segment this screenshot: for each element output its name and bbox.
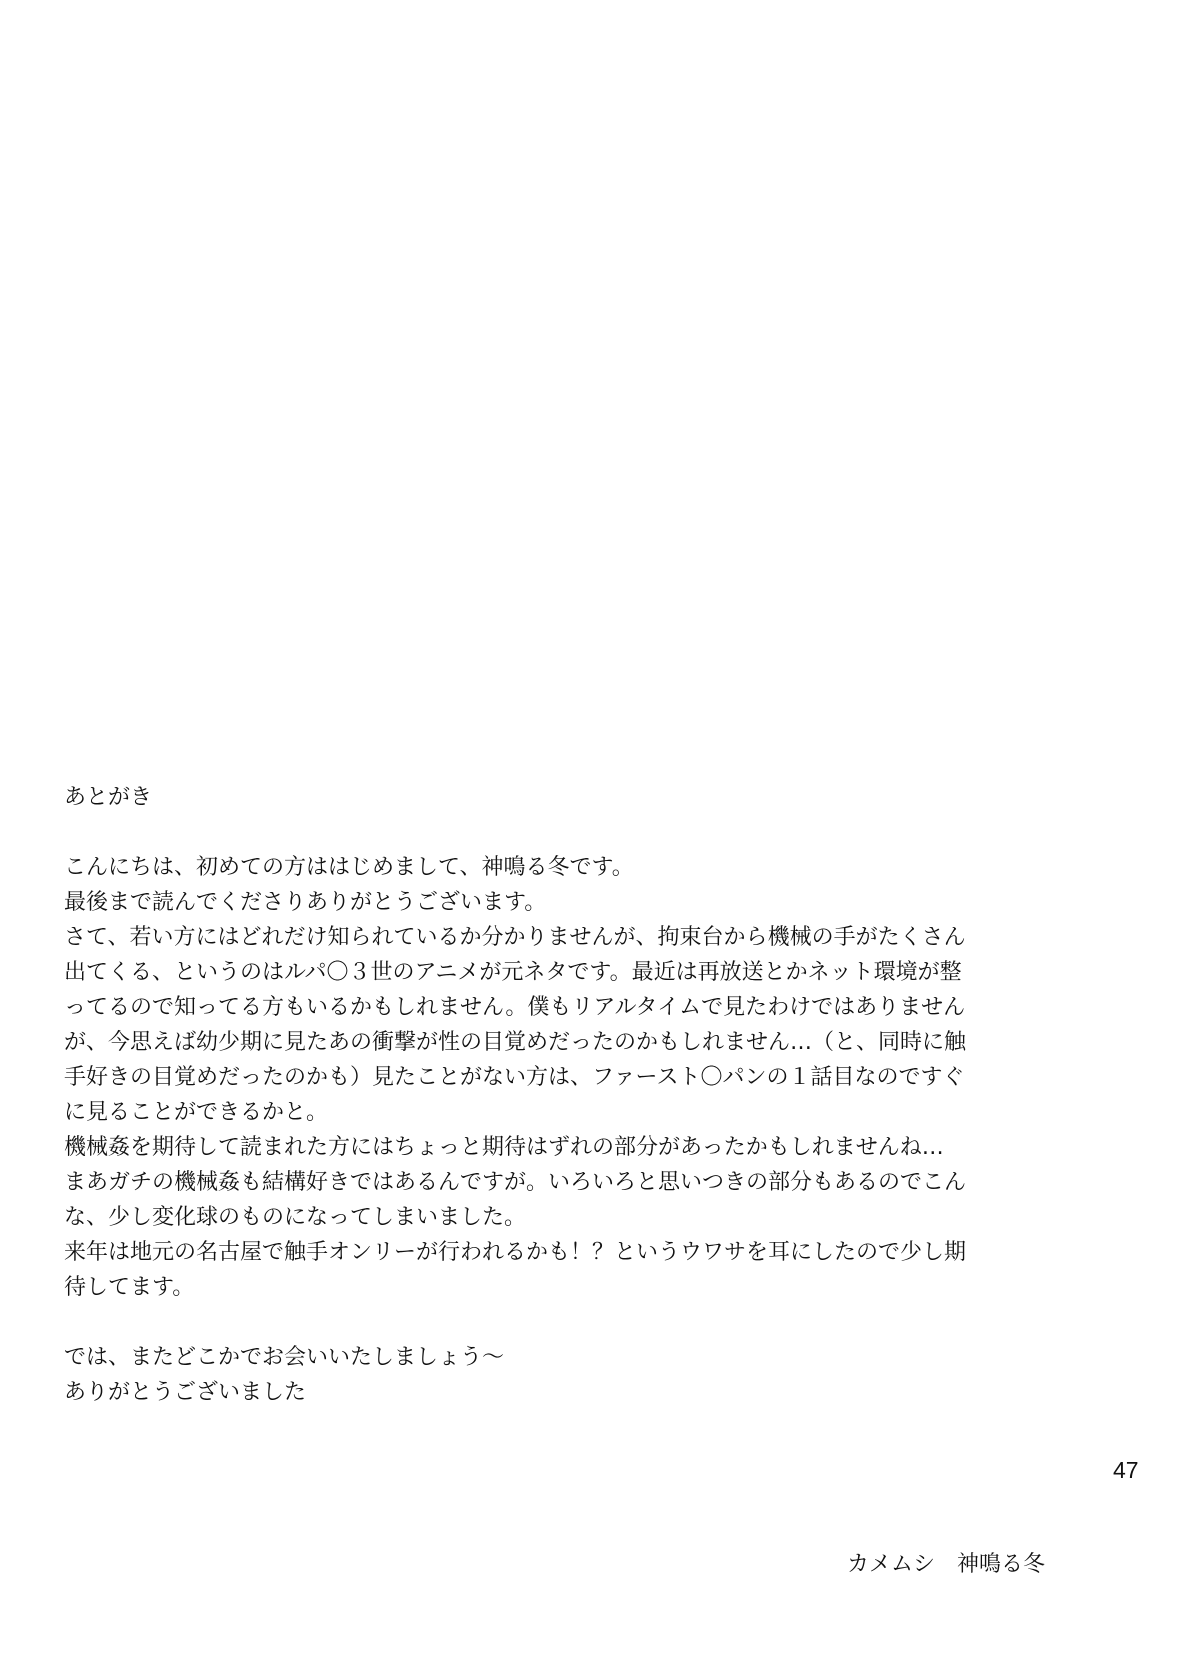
text-line: な、少し変化球のものになってしまいました。 <box>64 1205 527 1230</box>
text-line: に見ることができるかと。 <box>64 1100 329 1125</box>
text-line: 待してます。 <box>64 1275 195 1300</box>
afterword-paragraph-1 <box>64 850 1094 1305</box>
text-line: こんにちは、初めての方ははじめまして、神鳴る冬です。 <box>64 855 634 880</box>
author-signature: カメムシ 神鳴る冬 <box>847 1552 1046 1577</box>
afterword-section <box>64 780 1094 1410</box>
text-line: 最後まで読んでくださりありがとうございます。 <box>64 890 547 915</box>
text-line: まあガチの機械姦も結構好きではあるんですが。いろいろと思いつきの部分もあるのでこん <box>64 1170 967 1195</box>
text-line: 来年は地元の名古屋で触手オンリーが行われるかも！？というウワサを耳にしたので少し期 <box>64 1240 967 1265</box>
paragraph-spacer <box>64 1305 1094 1340</box>
text-line: 手好きの目覚めだったのかも）見たことがない方は、ファースト〇パンの１話目なのですぐ <box>64 1065 965 1090</box>
text-line: ってるので知ってる方もいるかもしれません。僕もリアルタイムで見たわけではありません <box>64 995 966 1020</box>
text-line: が、今思えば幼少期に見たあの衝撃が性の目覚めだったのかもしれません…（と、同時に触 <box>64 1030 967 1055</box>
text-line: 機械姦を期待して読まれた方にはちょっと期待はずれの部分があったかもしれませんね… <box>64 1135 944 1160</box>
afterword-paragraph-2 <box>64 1340 1094 1410</box>
page-number: 47 <box>1113 1457 1139 1483</box>
closing-line: ありがとうございました <box>64 1380 307 1405</box>
afterword-heading: あとがき <box>64 785 153 810</box>
text-line: さて、若い方にはどれだけ知られているか分かりませんが、拘束台から機械の手がたくさん <box>64 925 966 950</box>
closing-line: では、またどこかでお会いいたしましょう～ <box>64 1345 505 1370</box>
text-line: 出てくる、というのはルパ〇３世のアニメが元ネタです。最近は再放送とかネット環境が整 <box>64 960 962 985</box>
